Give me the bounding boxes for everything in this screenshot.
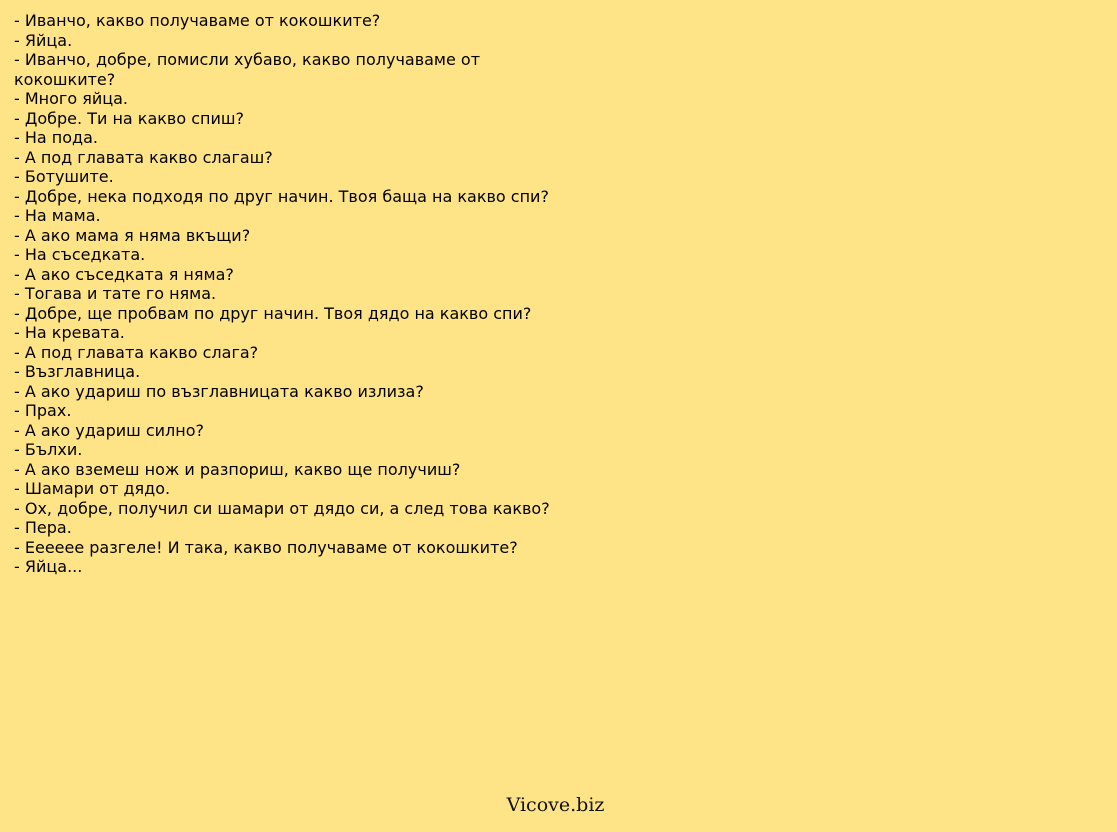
- joke-line: - На пода.: [14, 128, 98, 147]
- joke-line: - Добре. Ти на какво спиш?: [14, 108, 245, 128]
- joke-line: - А ако вземеш нож и разпориш, какво ще получиш?: [14, 459, 461, 479]
- joke-line: - Възглавница.: [14, 362, 141, 381]
- joke-text: [14, 11, 570, 577]
- joke-line: - Бълхи.: [14, 440, 83, 459]
- joke-line: - На съседката.: [14, 245, 146, 264]
- joke-line: - Шамари от дядо.: [14, 479, 171, 498]
- joke-line: - А ако удариш силно?: [14, 420, 205, 440]
- site-watermark: Vicove.biz: [506, 794, 605, 816]
- joke-line: - Иванчо, добре, помисли хубаво, какво получаваме от кокошките?: [14, 50, 481, 89]
- joke-line: - А ако удариш по възглавницата какво излиза?: [14, 381, 424, 401]
- joke-line: - Ох, добре, получил си шамари от дядо си, а след това какво?: [14, 498, 550, 518]
- joke-line: - Добре, ще пробвам по друг начин. Твоя дядо на какво спи?: [14, 303, 532, 323]
- joke-line: - Тогава и тате го няма.: [14, 284, 217, 303]
- joke-line: - А ако съседката я няма?: [14, 264, 234, 284]
- joke-line: - Яйца...: [14, 557, 83, 576]
- joke-line: - Прах.: [14, 401, 72, 420]
- joke-line: - Пера.: [14, 518, 72, 537]
- joke-line: - Ееееее разгеле! И така, какво получаваме от кокошките?: [14, 537, 518, 557]
- joke-line: - Ботушите.: [14, 167, 114, 186]
- footer: [0, 794, 1117, 816]
- joke-line: - На мама.: [14, 206, 101, 225]
- joke-line: - А под главата какво слагаш?: [14, 147, 273, 167]
- joke-line: - А под главата какво слага?: [14, 342, 259, 362]
- joke-line: - Много яйца.: [14, 89, 128, 108]
- joke-line: - Яйца.: [14, 30, 73, 50]
- joke-line: - На кревата.: [14, 323, 125, 342]
- joke-line: - Добре, нека подходя по друг начин. Твоя баща на какво спи?: [14, 186, 549, 206]
- joke-line: - Иванчо, какво получаваме от кокошките?: [14, 11, 381, 30]
- joke-line: - А ако мама я няма вкъщи?: [14, 225, 251, 245]
